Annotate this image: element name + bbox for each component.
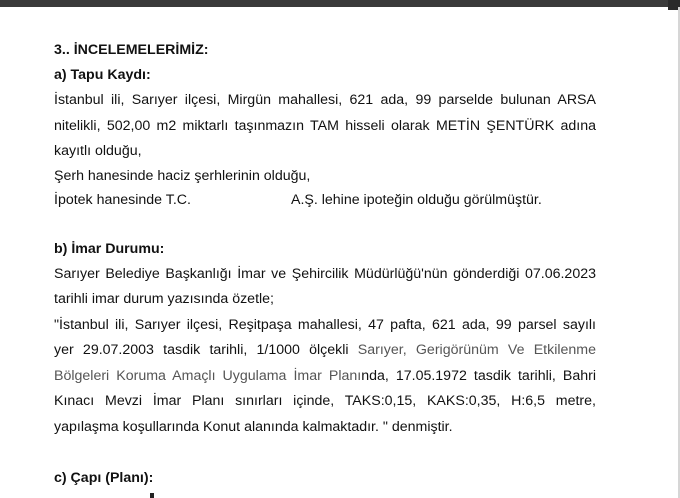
imar-intro-1: Sarıyer Belediye Başkanlığı İmar ve Şehircilik Müdürlüğü'nün gönderdiği 07.06.2023 [54,266,596,282]
imar-quote-3 [54,367,596,385]
imar-quote-3-end: nda, 17.05.1972 tasdik tarihli, Bahri [361,368,596,384]
imar-quote-2 [54,341,596,359]
ipotek-line-end: A.Ş. lehine ipoteğin olduğu görülmüştür. [290,192,542,208]
imar-quote-2-start: yer 29.07.2003 tasdik tarihli, 1/1000 ölçekli [54,342,358,358]
imar-quote-4: Kınacı Mevzi İmar Planı sınırları içinde, TAKS:0,15, KAKS:0,35, H:6,5 metre, [54,393,596,409]
tapu-line-3: kayıtlı olduğu, [54,143,142,159]
plan-name-part-2: Bölgeleri Koruma Amaçlı Uygulama İmar Planı [54,368,362,384]
ipotek-line-start: İpotek hanesinde T.C. [54,192,191,208]
tapu-heading: a) Tapu Kaydı: [54,67,151,83]
imar-heading: b) İmar Durumu: [54,241,165,257]
imar-intro-2: tarihli imar durum yazısında özetle; [54,291,274,307]
section-heading: 3.. İNCELEMELERİMİZ: [54,42,209,58]
tapu-line-2: nitelikli, 502,00 m2 miktarlı taşınmazın TAM hisseli olarak METİN ŞENTÜRK adına [54,118,596,134]
capi-heading: c) Çapı (Planı): [54,470,154,486]
viewer-top-bar [0,0,680,7]
cut-off-glyph [150,493,154,498]
imar-quote-5: yapılaşma koşullarında Konut alanında kalmaktadır. " denmiştir. [54,419,453,435]
tapu-line-1: İstanbul ili, Sarıyer ilçesi, Mirgün mahallesi, 621 ada, 99 parselde bulunan ARSA [54,92,596,108]
serh-line: Şerh hanesinde haciz şerhlerinin olduğu, [54,168,311,184]
ipotek-line [54,191,542,209]
imar-quote-1: "İstanbul ili, Sarıyer ilçesi, Reşitpaşa mahallesi, 47 pafta, 621 ada, 99 parsel sayılı [54,317,596,333]
plan-name-part-1: Sarıyer, Gerigörünüm Ve Etkilenme [357,342,596,358]
